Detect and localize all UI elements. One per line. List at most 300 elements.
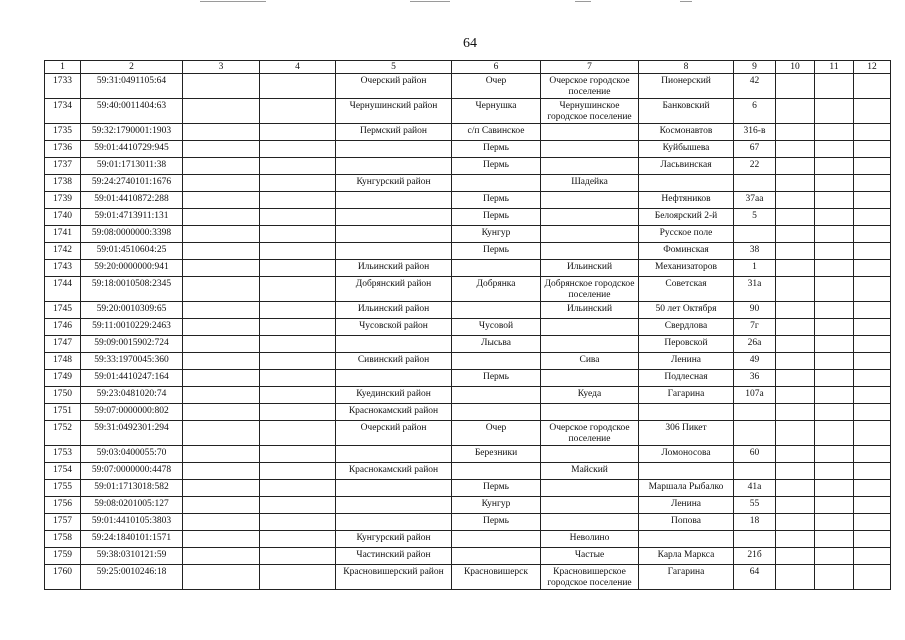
locality-cell: Пермь <box>452 514 541 531</box>
street-cell: Русское поле <box>639 226 734 243</box>
column-12-cell <box>854 463 891 480</box>
district-cell: Куединский район <box>336 387 452 404</box>
district-cell: Кунгурский район <box>336 531 452 548</box>
cadastral-number-cell: 59:07:0000000:802 <box>81 404 183 421</box>
cadastral-number-cell: 59:24:2740101:1676 <box>81 175 183 192</box>
row-number-cell: 1758 <box>45 531 81 548</box>
row-number-cell: 1743 <box>45 260 81 277</box>
column-11-cell <box>815 497 854 514</box>
street-cell <box>639 531 734 548</box>
house-number-cell <box>734 463 776 480</box>
cadastral-number-cell: 59:18:0010508:2345 <box>81 277 183 302</box>
settlement-cell: Добрянское городское поселение <box>541 277 639 302</box>
street-cell: Ленина <box>639 353 734 370</box>
house-number-cell: 22 <box>734 158 776 175</box>
street-cell: Маршала Рыбалко <box>639 480 734 497</box>
settlement-cell <box>541 446 639 463</box>
column-11-cell <box>815 370 854 387</box>
house-number-cell: 1 <box>734 260 776 277</box>
district-cell: Сивинский район <box>336 353 452 370</box>
column-11-cell <box>815 480 854 497</box>
district-cell: Ильинский район <box>336 260 452 277</box>
table-row <box>45 463 891 480</box>
cadastral-number-cell: 59:20:0000000:941 <box>81 260 183 277</box>
table-row <box>45 209 891 226</box>
cadastral-number-cell: 59:31:0492301:294 <box>81 421 183 446</box>
column-11-cell <box>815 158 854 175</box>
column-4-cell <box>260 370 336 387</box>
settlement-cell: Ильинский <box>541 302 639 319</box>
column-10-cell <box>776 497 815 514</box>
column-10-cell <box>776 463 815 480</box>
settlement-cell <box>541 124 639 141</box>
cadastral-number-cell: 59:40:0011404:63 <box>81 99 183 124</box>
locality-cell: Добрянка <box>452 277 541 302</box>
table-row <box>45 158 891 175</box>
settlement-cell <box>541 370 639 387</box>
locality-cell: с/п Савинское <box>452 124 541 141</box>
column-3-cell <box>183 260 260 277</box>
column-12-cell <box>854 74 891 99</box>
house-number-cell <box>734 421 776 446</box>
settlement-cell <box>541 514 639 531</box>
house-number-cell: 31а <box>734 277 776 302</box>
locality-cell: Лысьва <box>452 336 541 353</box>
column-10-cell <box>776 99 815 124</box>
table-body <box>45 74 891 590</box>
column-10-cell <box>776 514 815 531</box>
cadastral-number-cell: 59:11:0010229:2463 <box>81 319 183 336</box>
district-cell: Кунгурский район <box>336 175 452 192</box>
column-12-cell <box>854 124 891 141</box>
cadastral-number-cell: 59:23:0481020:74 <box>81 387 183 404</box>
house-number-cell: 38 <box>734 243 776 260</box>
column-12-cell <box>854 243 891 260</box>
column-10-cell <box>776 404 815 421</box>
cadastral-number-cell: 59:01:4410247:164 <box>81 370 183 387</box>
street-cell: Советская <box>639 277 734 302</box>
house-number-cell: 107а <box>734 387 776 404</box>
house-number-cell: 26а <box>734 336 776 353</box>
column-10-cell <box>776 277 815 302</box>
cadastral-number-cell: 59:08:0000000:3398 <box>81 226 183 243</box>
column-3-cell <box>183 565 260 590</box>
column-4-cell <box>260 209 336 226</box>
column-3-cell <box>183 141 260 158</box>
settlement-cell: Красновишерское городское поселение <box>541 565 639 590</box>
district-cell <box>336 226 452 243</box>
table-row <box>45 192 891 209</box>
table-header <box>45 61 891 74</box>
column-11-cell <box>815 319 854 336</box>
district-cell: Очерский район <box>336 74 452 99</box>
settlement-cell <box>541 336 639 353</box>
house-number-cell: 37аа <box>734 192 776 209</box>
column-number-header-12: 12 <box>854 61 891 74</box>
cadastral-number-cell: 59:38:0310121:59 <box>81 548 183 565</box>
column-12-cell <box>854 497 891 514</box>
cadastral-number-cell: 59:01:1713018:582 <box>81 480 183 497</box>
column-3-cell <box>183 497 260 514</box>
cadastral-number-cell: 59:20:0010309:65 <box>81 302 183 319</box>
locality-cell: Чусовой <box>452 319 541 336</box>
street-cell: Попова <box>639 514 734 531</box>
column-12-cell <box>854 99 891 124</box>
table-row <box>45 480 891 497</box>
column-11-cell <box>815 463 854 480</box>
cadastral-number-cell: 59:25:0010246:18 <box>81 565 183 590</box>
column-10-cell <box>776 387 815 404</box>
settlement-cell: Чернушинское городское поселение <box>541 99 639 124</box>
district-cell: Краснокамский район <box>336 404 452 421</box>
column-11-cell <box>815 387 854 404</box>
settlement-cell: Куеда <box>541 387 639 404</box>
house-number-cell: 64 <box>734 565 776 590</box>
street-cell: Космонавтов <box>639 124 734 141</box>
column-11-cell <box>815 336 854 353</box>
column-3-cell <box>183 531 260 548</box>
column-4-cell <box>260 404 336 421</box>
column-11-cell <box>815 531 854 548</box>
locality-cell: Пермь <box>452 141 541 158</box>
column-4-cell <box>260 158 336 175</box>
locality-cell: Пермь <box>452 243 541 260</box>
column-4-cell <box>260 565 336 590</box>
column-12-cell <box>854 175 891 192</box>
column-10-cell <box>776 319 815 336</box>
column-4-cell <box>260 277 336 302</box>
table-row <box>45 387 891 404</box>
column-12-cell <box>854 421 891 446</box>
table-row <box>45 302 891 319</box>
column-4-cell <box>260 531 336 548</box>
row-number-cell: 1749 <box>45 370 81 387</box>
column-3-cell <box>183 319 260 336</box>
column-11-cell <box>815 141 854 158</box>
cadastral-number-cell: 59:03:0400055:70 <box>81 446 183 463</box>
row-number-cell: 1746 <box>45 319 81 336</box>
column-12-cell <box>854 260 891 277</box>
house-number-cell: 49 <box>734 353 776 370</box>
locality-cell: Очер <box>452 74 541 99</box>
settlement-cell: Ильинский <box>541 260 639 277</box>
cadastral-number-cell: 59:07:0000000:4478 <box>81 463 183 480</box>
column-number-header-7: 7 <box>541 61 639 74</box>
column-12-cell <box>854 404 891 421</box>
column-10-cell <box>776 421 815 446</box>
row-number-cell: 1733 <box>45 74 81 99</box>
table-row <box>45 404 891 421</box>
settlement-cell: Частые <box>541 548 639 565</box>
row-number-cell: 1757 <box>45 514 81 531</box>
cadastral-number-cell: 59:01:4510604:25 <box>81 243 183 260</box>
settlement-cell: Шадейка <box>541 175 639 192</box>
district-cell: Очерский район <box>336 421 452 446</box>
column-11-cell <box>815 99 854 124</box>
locality-cell: Пермь <box>452 480 541 497</box>
district-cell <box>336 336 452 353</box>
house-number-cell: 90 <box>734 302 776 319</box>
street-cell: Ласьвинская <box>639 158 734 175</box>
district-cell <box>336 192 452 209</box>
column-3-cell <box>183 548 260 565</box>
locality-cell <box>452 531 541 548</box>
row-number-cell: 1737 <box>45 158 81 175</box>
district-cell <box>336 370 452 387</box>
scan-artifact-line <box>410 1 450 2</box>
column-11-cell <box>815 302 854 319</box>
column-12-cell <box>854 531 891 548</box>
row-number-cell: 1736 <box>45 141 81 158</box>
column-4-cell <box>260 463 336 480</box>
district-cell: Чернушинский район <box>336 99 452 124</box>
cadastral-number-cell: 59:24:1840101:1571 <box>81 531 183 548</box>
column-4-cell <box>260 514 336 531</box>
column-12-cell <box>854 480 891 497</box>
table-row <box>45 446 891 463</box>
cadastral-number-cell: 59:08:0201005:127 <box>81 497 183 514</box>
row-number-cell: 1751 <box>45 404 81 421</box>
column-12-cell <box>854 387 891 404</box>
district-cell: Ильинский район <box>336 302 452 319</box>
column-number-header-6: 6 <box>452 61 541 74</box>
column-4-cell <box>260 497 336 514</box>
locality-cell: Пермь <box>452 158 541 175</box>
house-number-cell: 7г <box>734 319 776 336</box>
column-11-cell <box>815 226 854 243</box>
row-number-cell: 1750 <box>45 387 81 404</box>
district-cell <box>336 497 452 514</box>
street-cell <box>639 175 734 192</box>
house-number-cell: 5 <box>734 209 776 226</box>
row-number-cell: 1734 <box>45 99 81 124</box>
row-number-cell: 1760 <box>45 565 81 590</box>
scan-artifact-line <box>575 1 591 2</box>
column-number-header-8: 8 <box>639 61 734 74</box>
column-11-cell <box>815 243 854 260</box>
cadastral-number-cell: 59:31:0491105:64 <box>81 74 183 99</box>
column-3-cell <box>183 277 260 302</box>
street-cell: Свердлова <box>639 319 734 336</box>
column-4-cell <box>260 260 336 277</box>
column-10-cell <box>776 141 815 158</box>
settlement-cell: Очерское городское поселение <box>541 421 639 446</box>
cadastral-number-cell: 59:01:4410729:945 <box>81 141 183 158</box>
street-cell: Механизаторов <box>639 260 734 277</box>
table-row <box>45 548 891 565</box>
column-4-cell <box>260 74 336 99</box>
district-cell: Частинский район <box>336 548 452 565</box>
column-10-cell <box>776 226 815 243</box>
house-number-cell: 316-в <box>734 124 776 141</box>
column-12-cell <box>854 514 891 531</box>
table-row <box>45 277 891 302</box>
column-10-cell <box>776 158 815 175</box>
street-cell: Перовской <box>639 336 734 353</box>
column-4-cell <box>260 141 336 158</box>
district-cell <box>336 158 452 175</box>
district-cell: Краснокамский район <box>336 463 452 480</box>
district-cell <box>336 480 452 497</box>
column-10-cell <box>776 260 815 277</box>
column-11-cell <box>815 446 854 463</box>
house-number-cell <box>734 404 776 421</box>
street-cell: Куйбышева <box>639 141 734 158</box>
column-10-cell <box>776 480 815 497</box>
column-3-cell <box>183 463 260 480</box>
column-4-cell <box>260 192 336 209</box>
column-3-cell <box>183 514 260 531</box>
column-10-cell <box>776 192 815 209</box>
settlement-cell: Очерское городское поселение <box>541 74 639 99</box>
column-11-cell <box>815 565 854 590</box>
table-row <box>45 370 891 387</box>
row-number-cell: 1735 <box>45 124 81 141</box>
street-cell: Ломоносова <box>639 446 734 463</box>
column-3-cell <box>183 387 260 404</box>
column-10-cell <box>776 74 815 99</box>
locality-cell: Березники <box>452 446 541 463</box>
table-row <box>45 124 891 141</box>
column-3-cell <box>183 421 260 446</box>
table-row <box>45 514 891 531</box>
column-11-cell <box>815 192 854 209</box>
column-3-cell <box>183 370 260 387</box>
settlement-cell <box>541 141 639 158</box>
table-row <box>45 141 891 158</box>
column-10-cell <box>776 124 815 141</box>
row-number-cell: 1742 <box>45 243 81 260</box>
column-number-header-2: 2 <box>81 61 183 74</box>
locality-cell: Кунгур <box>452 497 541 514</box>
table-row <box>45 336 891 353</box>
column-11-cell <box>815 209 854 226</box>
row-number-cell: 1738 <box>45 175 81 192</box>
street-cell: Гагарина <box>639 387 734 404</box>
scan-artifact-line <box>200 1 266 2</box>
table-row <box>45 497 891 514</box>
table-row <box>45 565 891 590</box>
column-3-cell <box>183 192 260 209</box>
column-number-header-4: 4 <box>260 61 336 74</box>
register-table <box>44 60 891 590</box>
column-11-cell <box>815 421 854 446</box>
row-number-cell: 1740 <box>45 209 81 226</box>
table-row <box>45 260 891 277</box>
locality-cell: Пермь <box>452 370 541 387</box>
row-number-cell: 1754 <box>45 463 81 480</box>
locality-cell <box>452 353 541 370</box>
column-3-cell <box>183 243 260 260</box>
house-number-cell: 18 <box>734 514 776 531</box>
column-11-cell <box>815 260 854 277</box>
column-10-cell <box>776 565 815 590</box>
column-4-cell <box>260 446 336 463</box>
row-number-cell: 1747 <box>45 336 81 353</box>
street-cell: Пионерский <box>639 74 734 99</box>
cadastral-number-cell: 59:33:1970045:360 <box>81 353 183 370</box>
column-3-cell <box>183 336 260 353</box>
column-4-cell <box>260 99 336 124</box>
house-number-cell: 60 <box>734 446 776 463</box>
column-12-cell <box>854 226 891 243</box>
column-3-cell <box>183 353 260 370</box>
house-number-cell <box>734 175 776 192</box>
house-number-cell: 55 <box>734 497 776 514</box>
settlement-cell <box>541 158 639 175</box>
locality-cell <box>452 463 541 480</box>
column-4-cell <box>260 226 336 243</box>
column-3-cell <box>183 99 260 124</box>
column-12-cell <box>854 192 891 209</box>
column-number-header-1: 1 <box>45 61 81 74</box>
column-number-header-11: 11 <box>815 61 854 74</box>
street-cell: Карла Маркса <box>639 548 734 565</box>
street-cell <box>639 463 734 480</box>
settlement-cell <box>541 243 639 260</box>
column-12-cell <box>854 565 891 590</box>
house-number-cell: 41а <box>734 480 776 497</box>
table-row <box>45 421 891 446</box>
cadastral-number-cell: 59:01:4713911:131 <box>81 209 183 226</box>
cadastral-number-cell: 59:01:1713011:38 <box>81 158 183 175</box>
column-10-cell <box>776 302 815 319</box>
column-4-cell <box>260 243 336 260</box>
street-cell <box>639 404 734 421</box>
house-number-cell: 42 <box>734 74 776 99</box>
locality-cell: Пермь <box>452 209 541 226</box>
row-number-cell: 1741 <box>45 226 81 243</box>
settlement-cell: Неволино <box>541 531 639 548</box>
locality-cell <box>452 548 541 565</box>
column-4-cell <box>260 480 336 497</box>
row-number-cell: 1745 <box>45 302 81 319</box>
street-cell: 50 лет Октября <box>639 302 734 319</box>
locality-cell: Чернушка <box>452 99 541 124</box>
column-10-cell <box>776 446 815 463</box>
column-12-cell <box>854 209 891 226</box>
district-cell <box>336 514 452 531</box>
row-number-cell: 1759 <box>45 548 81 565</box>
settlement-cell <box>541 480 639 497</box>
column-12-cell <box>854 158 891 175</box>
locality-cell <box>452 387 541 404</box>
street-cell: Ленина <box>639 497 734 514</box>
column-10-cell <box>776 531 815 548</box>
column-10-cell <box>776 370 815 387</box>
column-12-cell <box>854 370 891 387</box>
row-number-cell: 1739 <box>45 192 81 209</box>
column-3-cell <box>183 209 260 226</box>
column-10-cell <box>776 353 815 370</box>
column-11-cell <box>815 175 854 192</box>
column-number-header-5: 5 <box>336 61 452 74</box>
street-cell: Белоярский 2-й <box>639 209 734 226</box>
table-row <box>45 226 891 243</box>
column-4-cell <box>260 319 336 336</box>
table-row <box>45 353 891 370</box>
locality-cell: Красновишерск <box>452 565 541 590</box>
locality-cell <box>452 404 541 421</box>
column-11-cell <box>815 548 854 565</box>
district-cell <box>336 141 452 158</box>
settlement-cell <box>541 319 639 336</box>
district-cell <box>336 446 452 463</box>
column-3-cell <box>183 404 260 421</box>
column-number-row <box>45 61 891 74</box>
settlement-cell <box>541 209 639 226</box>
street-cell: Фоминская <box>639 243 734 260</box>
